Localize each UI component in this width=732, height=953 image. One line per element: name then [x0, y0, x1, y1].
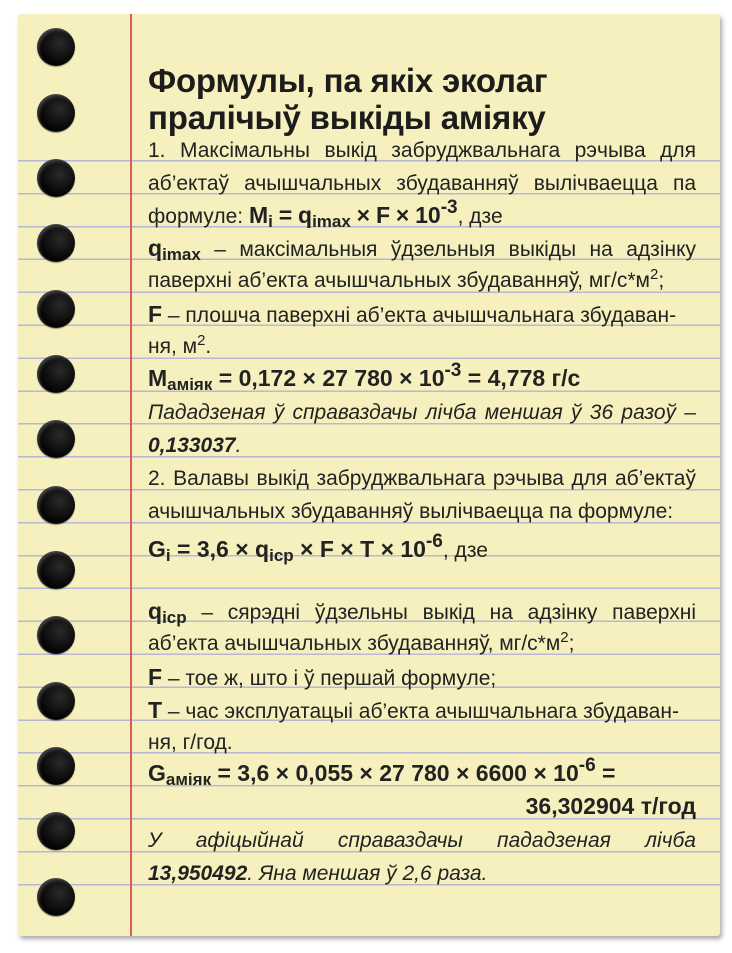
binder-hole [37, 616, 75, 654]
def-t-line2: ня, г/год. [148, 731, 233, 754]
calc2-eq: = [595, 760, 616, 786]
para2-line1: 2. Валавы выкід забруджвальнага рэчыва для аб’ектаў [148, 467, 696, 490]
binder-hole [37, 420, 75, 458]
def-qimax-text2: паверхні аб’екта ачышчальных збудаванняў, мг/с*м [148, 269, 650, 292]
calc2-g: G [148, 760, 166, 786]
para1-line3-pre: формуле: [148, 205, 244, 228]
formula2-tail: , дзе [442, 539, 488, 562]
formula1-m: M [248, 202, 269, 228]
def-f1-text1: – плошча паверхні аб’екта ачышчальнага збудаван- [162, 304, 677, 327]
formula2-exp: -6 [425, 531, 443, 552]
binder-hole [37, 290, 75, 328]
def-qimax-sym: q [148, 235, 163, 261]
def-f1-sup: 2 [197, 332, 206, 349]
note2-line2 [148, 861, 696, 887]
def-qimax-sup: 2 [649, 266, 659, 283]
binder-hole [37, 486, 75, 524]
def-f1-line1 [148, 301, 696, 329]
binder-hole [37, 94, 75, 132]
formula1-times2: × [395, 202, 410, 228]
binder-hole [37, 812, 75, 850]
def-qimax-line1 [148, 235, 696, 263]
def-qicp-sub: icp [162, 608, 187, 627]
note1-line1: Пададзеная ў справаздачы лічба меншая ў 36 разоў – [148, 401, 696, 424]
note1-number: 0,133037 [148, 434, 236, 457]
def-qimax-text1: – максімальныя ўдзельныя выкіды на адзінку [200, 238, 696, 261]
def-f2-line [148, 664, 696, 692]
def-qimax-line2 [148, 268, 696, 294]
calc2-sub: аміяк [165, 770, 212, 789]
def-f1-sym: F [148, 301, 163, 327]
para1-line1: 1. Максімальны выкід забруджвальнага рэчыва для [148, 139, 696, 162]
notebook-page [18, 14, 720, 936]
def-qicp-sym: q [148, 598, 163, 624]
formula2-line [148, 531, 696, 565]
note1-end: . [235, 434, 242, 457]
calc1-line [148, 360, 696, 394]
note2-number: 13,950492 [148, 862, 248, 885]
def-t-sym: T [148, 697, 163, 723]
calc1-result: = 4,778 г/с [461, 365, 581, 391]
binder-hole [37, 355, 75, 393]
para1-line2: аб’ектаў ачышчальных збудаванняў вылічваецца па [148, 172, 696, 195]
def-t-text1: – час эксплуатацыі аб’екта ачышчальнага збудаван- [162, 700, 679, 723]
formula1-ten: 10 [415, 202, 441, 228]
binder-hole [37, 551, 75, 589]
formula2-g-sub: i [165, 546, 171, 565]
note2-rest: . Яна меншая ў 2,6 раза. [247, 862, 488, 885]
def-qicp-end: ; [568, 632, 575, 655]
formula1-f: F [375, 202, 390, 228]
binder-hole [37, 747, 75, 785]
def-qimax-sub: imax [162, 245, 201, 264]
def-qicp-line2 [148, 631, 696, 657]
def-f1-line2 [148, 334, 696, 360]
calc1-exp: -3 [444, 360, 462, 381]
calc2-line [148, 755, 696, 789]
binder-hole [37, 878, 75, 916]
def-f1-text2: ня, м [148, 335, 198, 358]
para1-line3-post: , дзе [457, 205, 503, 228]
note2-line1: У афіцыйнай справаздачы пададзеная лічба [148, 829, 696, 852]
formula1-times: × [356, 202, 371, 228]
calc1-m: M [148, 365, 168, 391]
def-qicp-text1: – сярэдні ўдзельны выкід на адзінку паверхні [186, 601, 696, 624]
para2-line2: ачышчальных збудаванняў вылічваецца па формуле: [148, 500, 674, 523]
calc2-result-line [148, 793, 696, 821]
binder-hole [37, 682, 75, 720]
def-qicp-line1 [148, 598, 696, 626]
page-title: Формулы, па якіх эколаг пралічыў выкіды аміяку [148, 62, 548, 136]
def-t-line1 [148, 697, 696, 725]
def-f1-end: . [205, 335, 212, 358]
calc1-sub: аміяк [167, 375, 213, 394]
formula2-q-sub: icp [269, 546, 294, 565]
formula1-q-sub: imax [312, 212, 351, 231]
binder-hole [37, 224, 75, 262]
formula2-g: G [148, 536, 166, 562]
formula1-eq: = [278, 202, 293, 228]
def-f2-sym: F [148, 664, 163, 690]
margin-line [130, 14, 132, 936]
formula1-line [148, 197, 696, 231]
formula2-q: q [255, 536, 270, 562]
def-f2-text: – тое ж, што і ў першай формуле; [162, 667, 497, 690]
calc2-result: 36,302904 т/год [525, 793, 696, 819]
def-qimax-end: ; [658, 269, 665, 292]
def-qicp-sup: 2 [560, 629, 569, 646]
formula2-expr1: = 3,6 × [170, 536, 256, 562]
formula2-expr2: × F × T × 10 [293, 536, 426, 562]
binder-hole [37, 28, 75, 66]
calc2-exp: -6 [578, 755, 596, 776]
calc2-expr: = 3,6 × 0,055 × 27 780 × 6600 × 10 [211, 760, 579, 786]
def-qicp-text2: аб’екта ачышчальных збудаванняў, мг/с*м [148, 632, 561, 655]
formula1-exp: -3 [440, 197, 458, 218]
note1-line2 [148, 433, 696, 459]
formula1-m-sub: i [268, 212, 273, 231]
formula1-q: q [298, 202, 313, 228]
calc1-expr: = 0,172 × 27 780 × 10 [212, 365, 445, 391]
binder-hole [37, 159, 75, 197]
